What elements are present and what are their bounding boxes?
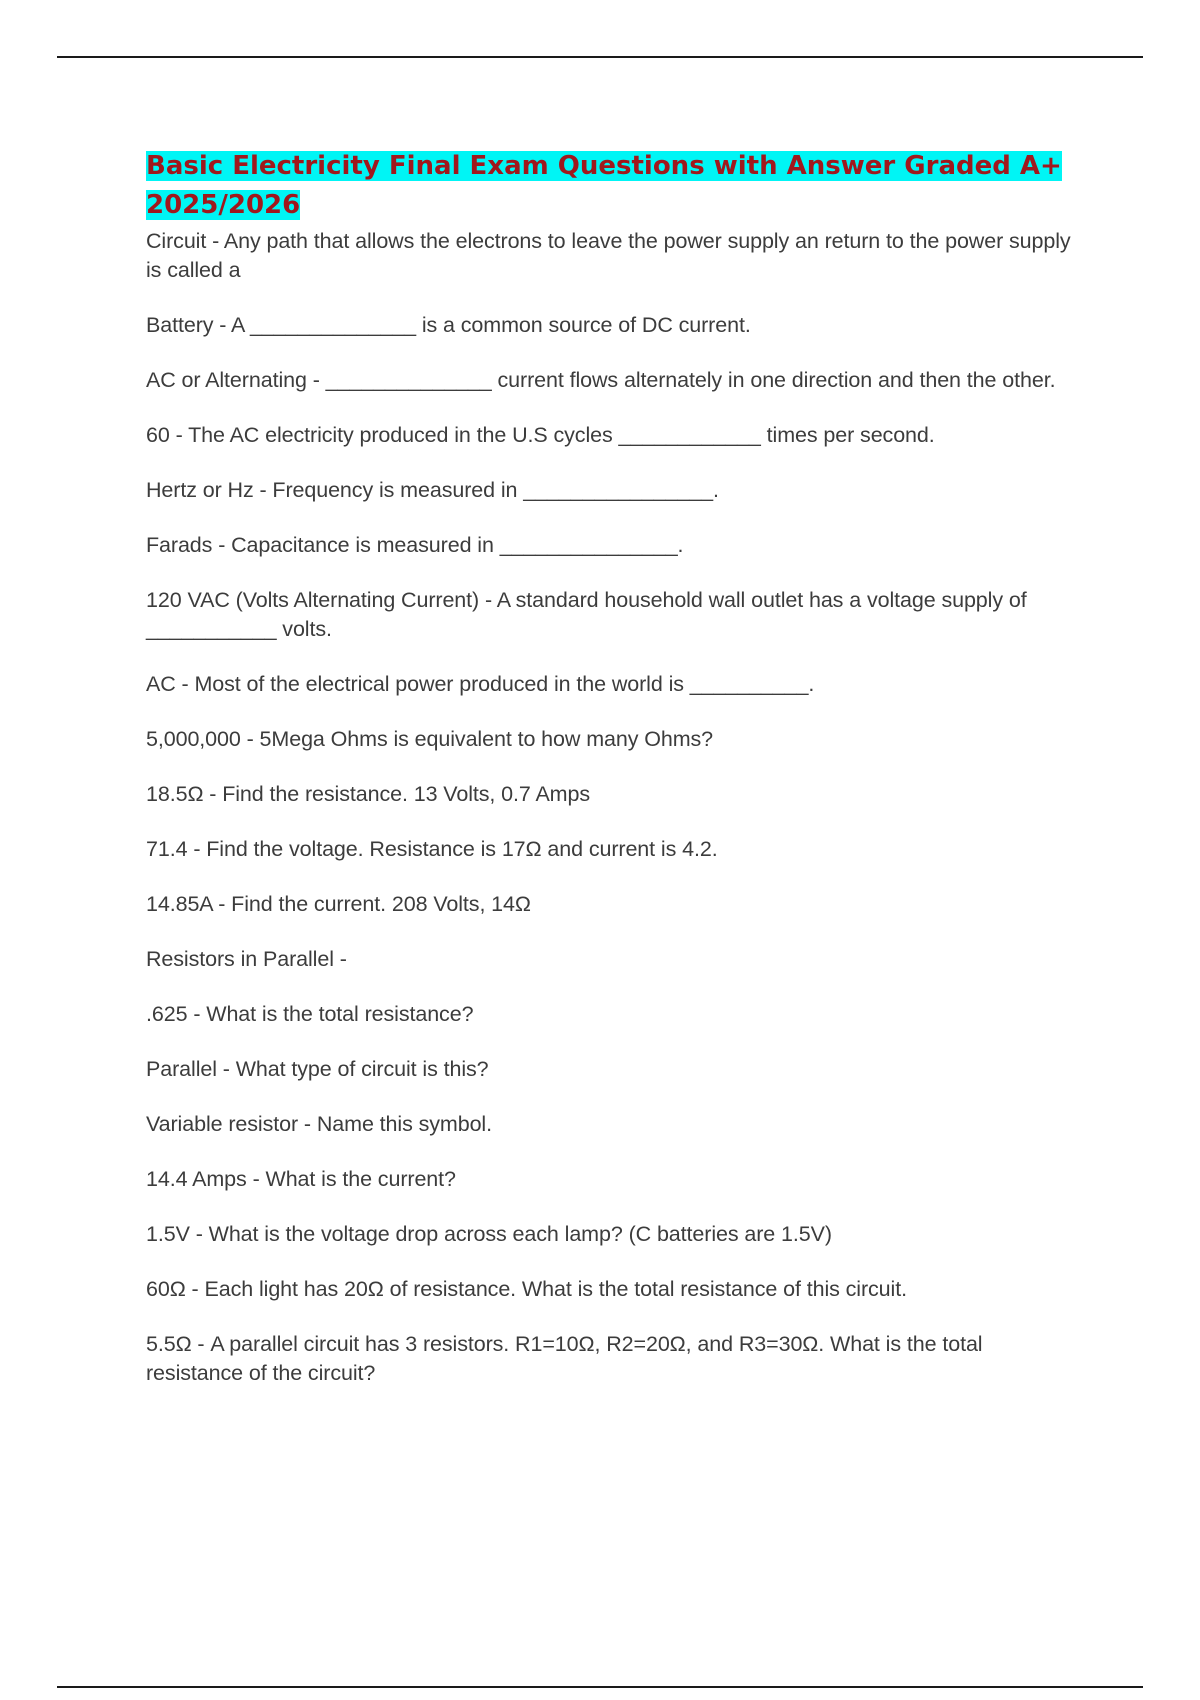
qa-entry: Farads - Capacitance is measured in _______________.: [146, 533, 684, 557]
qa-entry: Hertz or Hz - Frequency is measured in ________________.: [146, 478, 719, 502]
title-highlight: Basic Electricity Final Exam Questions with Answer Graded A+ 2025/2026: [146, 151, 1062, 220]
qa-entry: AC - Most of the electrical power produced in the world is __________.: [146, 672, 815, 696]
qa-entry: 60 - The AC electricity produced in the U.S cycles ____________ times per second.: [146, 423, 935, 447]
qa-entry: 5,000,000 - 5Mega Ohms is equivalent to how many Ohms?: [146, 727, 714, 751]
document-body: [146, 147, 1076, 1388]
qa-entry: Battery - A ______________ is a common source of DC current.: [146, 313, 751, 337]
bottom-divider: [57, 1686, 1143, 1688]
qa-entry: 14.4 Amps - What is the current?: [146, 1167, 456, 1191]
qa-entry: .625 - What is the total resistance?: [146, 1002, 474, 1026]
qa-entry: Circuit - Any path that allows the electrons to leave the power supply an return to the power supply is called a: [146, 229, 1071, 282]
qa-entry: 71.4 - Find the voltage. Resistance is 17Ω and current is 4.2.: [146, 837, 718, 861]
qa-entry: Resistors in Parallel -: [146, 947, 347, 971]
document-title: [146, 147, 1076, 225]
qa-entry: 5.5Ω - A parallel circuit has 3 resistors. R1=10Ω, R2=20Ω, and R3=30Ω. What is the total resistance of the circuit?: [146, 1332, 983, 1385]
qa-entry: 14.85A - Find the current. 208 Volts, 14Ω: [146, 892, 531, 916]
qa-entry: Variable resistor - Name this symbol.: [146, 1112, 492, 1136]
qa-entry: 1.5V - What is the voltage drop across each lamp? (C batteries are 1.5V): [146, 1222, 832, 1246]
top-divider: [57, 56, 1143, 58]
qa-entry: Parallel - What type of circuit is this?: [146, 1057, 489, 1081]
qa-entry: AC or Alternating - ______________ current flows alternately in one direction and then the other.: [146, 368, 1056, 392]
qa-entry: 120 VAC (Volts Alternating Current) - A standard household wall outlet has a voltage supply of ___________ volts.: [146, 588, 1027, 641]
qa-entry: 60Ω - Each light has 20Ω of resistance. What is the total resistance of this circuit.: [146, 1277, 907, 1301]
qa-entry: 18.5Ω - Find the resistance. 13 Volts, 0.7 Amps: [146, 782, 590, 806]
